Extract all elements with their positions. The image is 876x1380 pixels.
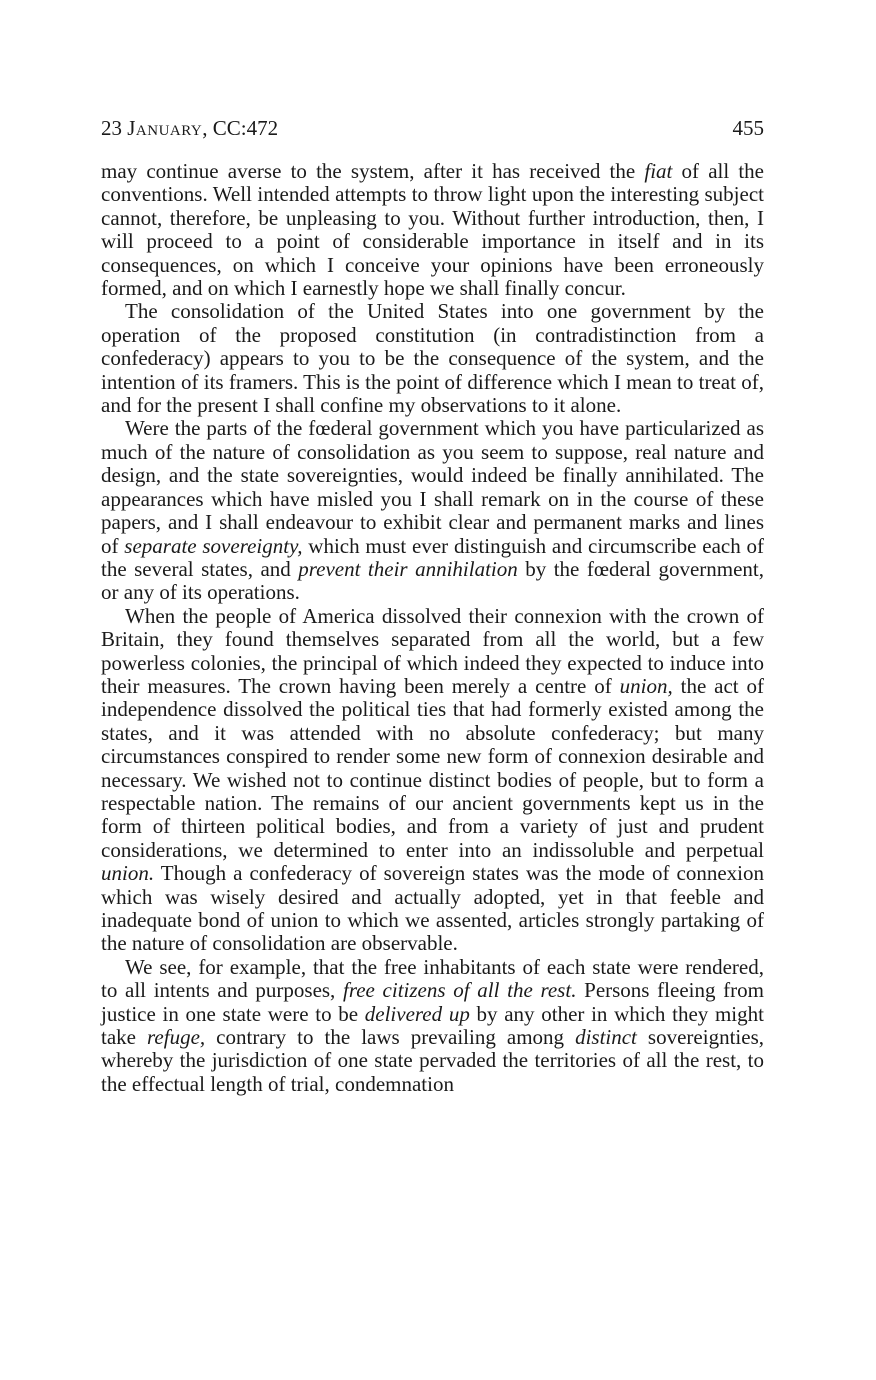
italic-text: fiat [644, 159, 673, 183]
italic-text: free citizens of all the rest. [343, 978, 577, 1003]
header-month: January [127, 116, 203, 140]
text-run: which must ever distinguish and circumscribe each of the several states, and [101, 533, 764, 581]
text-run: We see, for example, that the free inhabitants of each state were rendered, to all intents and purposes, [101, 954, 764, 1003]
running-header [101, 116, 764, 140]
body-text [101, 160, 764, 1096]
italic-text: union. [101, 861, 155, 886]
paragraph [101, 160, 764, 300]
paragraph [101, 956, 764, 1096]
italic-text: separate sovereignty, [124, 533, 303, 558]
text-run: may continue averse to the system, after it has received the [101, 159, 645, 183]
paragraph [101, 605, 764, 956]
header-date-ref: 23 January, CC:472 [101, 116, 279, 140]
italic-text: distinct [575, 1025, 637, 1050]
paragraph [101, 417, 764, 604]
italic-text: prevent their annihilation [298, 556, 518, 581]
page-number: 455 [732, 116, 764, 140]
text-run: of all the conventions. Well intended attempts to throw light upon the interesting subject cannot, therefore, be unpleasing to you. Without further introduction, then, I will proceed to a point of considerable importance in itself and in its consequences, on which I conceive your opinions have been erroneously formed, and on which I earnestly hope we shall finally concur. [101, 159, 765, 301]
text-run: by the fœderal government, or any of its operations. [101, 556, 764, 605]
text-run: The consolidation of the United States into one government by the operation of the proposed constitution (in contradistinction from a confederacy) appears to you to be the consequence of the system, and the intention of its framers. This is the point of difference which I mean to treat of, and for the present I shall confine my observations to it alone. [101, 299, 764, 418]
text-run: Persons fleeing from justice in one state were to be [101, 978, 764, 1026]
text-run: contrary to the laws prevailing among [205, 1025, 576, 1050]
italic-text: refuge, [147, 1025, 206, 1050]
text-run: Were the parts of the fœderal government which you have particularized as much of the nature of consolidation as you seem to suppose, real nature and design, and the state sovereignties, would indeed be finally annihilated. The appearances which have misled you I shall remark on in the course of these papers, and I shall endeavour to exhibit clear and permanent marks and lines of [101, 416, 764, 558]
text-run: sovereignties, whereby the jurisdiction of one state pervaded the territories of all the rest, to the effectual length of trial, condemnation [101, 1025, 764, 1096]
text-run: the act of independence dissolved the political ties that had formerly existed among the states, and it was attended with no absolute confederacy; but many circumstances conspired to render some new form of connexion desirable and necessary. We wished not to continue distinct bodies of people, but to form a respectable nation. The remains of our ancient governments kept us in the form of thirteen political bodies, and from a variety of just and prudent considerations, we determined to enter into an indissoluble and perpetual [101, 673, 765, 862]
text-run: by any other in which they might take [101, 1001, 764, 1050]
text-run: When the people of America dissolved their connexion with the crown of Britain, they found themselves separated from all the world, but a few powerless colonies, the principal of which indeed they expected to induce into their measures. The crown having been merely a centre of [101, 603, 764, 698]
italic-text: union, [619, 673, 673, 698]
italic-text: delivered up [364, 1001, 470, 1026]
paragraph [101, 300, 764, 417]
text-run: Though a confederacy of sovereign states was the mode of connexion which was wisely desired and actually adopted, yet in that feeble and inadequate bond of union to which we assented, articles strongly partaking of the nature of consolidation are observable. [101, 861, 764, 956]
